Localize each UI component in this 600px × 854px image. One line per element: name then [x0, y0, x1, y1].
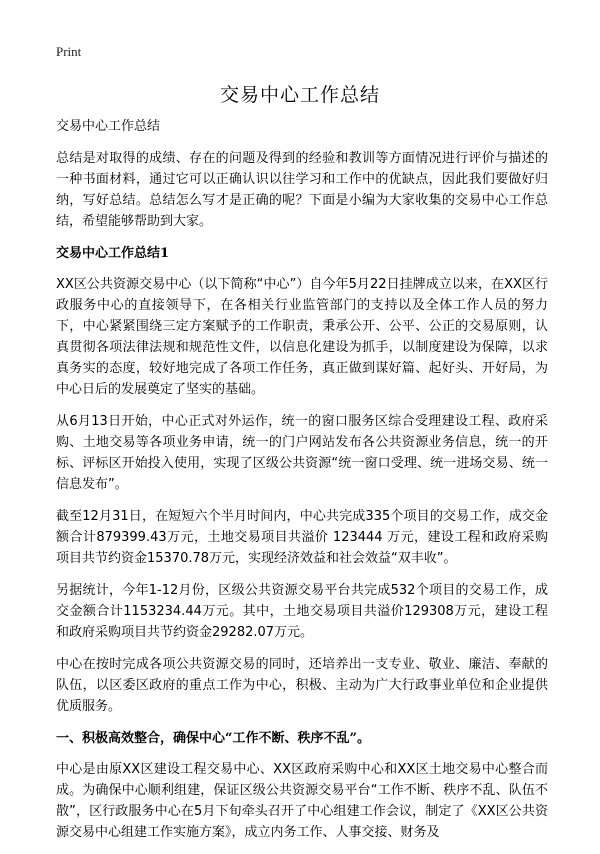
section-heading-1: 交易中心工作总结1 [56, 246, 170, 261]
body-paragraph: XX区公共资源交易中心（以下简称“中心”）自今年5月22日挂牌成立以来，在XX区行政服务中心的直接领导下，在各相关行业监管部门的支持以及全体工作人员的努力下，中心紧紧围绕三定方案赋予的工作职责，秉承公开、公平、公正的交易原则，认真贯彻各项法律法规和规范性文件，以信息化建设为抓手，以制度建设为保障，以求真务实的态度，较好地完成了各项工作任务，真正做到谋好篇、起好头、开好局，为中心日后的发展奠定了坚实的基础。 [56, 277, 548, 397]
article-body [56, 116, 548, 854]
intro-paragraph: 总结是对取得的成绩、存在的问题及得到的经验和教训等方面情况进行评价与描述的一种书面材料，通过它可以正确认识以往学习和工作中的优缺点，因此我们要做好归纳，写好总结。总结怎么写才是正确的呢？下面是小编为大家收集的交易中心工作总结，希望能够帮助到大家。 [56, 151, 548, 229]
section-heading-2: 一、积极高效整合，确保中心“工作不断、秩序不乱”。 [56, 731, 370, 746]
body-paragraph: 截至12月31日，在短短六个半月时间内，中心共完成335个项目的交易工作，成交金额合计879399.43万元，土地交易项目共溢价 123444 万元，建设工程和政府采购项目共节约资金15370.78万元，实现经济效益和社会效益“双丰收”。 [56, 509, 548, 566]
body-paragraph: 从6月13日开始，中心正式对外运作，统一的窗口服务区综合受理建设工程、政府采购、土地交易等各项业务申请，统一的门户网站发布各公共资源业务信息，统一的开标、评标区开始投入使用，实现了区级公共资源“统一窗口受理、统一进场交易、统一信息发布”。 [56, 414, 548, 492]
article-subtitle: 交易中心工作总结 [56, 119, 161, 134]
body-paragraph: 另据统计，今年1-12月份，区级公共资源交易平台共完成532个项目的交易工作，成交金额合计1153234.44万元。其中，土地交易项目共溢价129308万元，建设工程和政府采购项目共节约资金29282.07万元。 [56, 583, 548, 640]
body-paragraph: 中心在按时完成各项公共资源交易的同时，还培养出一支专业、敬业、廉洁、奉献的队伍，以区委区政府的重点工作为中心，积极、主动为广大行政事业单位和企业提供优质服务。 [56, 657, 548, 714]
body-paragraph: 中心是由原XX区建设工程交易中心、XX区政府采购中心和XX区土地交易中心整合而成。为确保中心顺利组建，保证区级公共资源交易平台“工作不断、秩序不乱、队伍不散”，区行政服务中心在5月下旬牵头召开了中心组建工作会议，制定了《XX区公共资源交易中心组建工作实施方案》，成立内务工作、人事交接、财务及 [56, 762, 548, 840]
print-link[interactable]: Print [56, 44, 82, 59]
page-title: 交易中心工作总结 [219, 84, 380, 106]
